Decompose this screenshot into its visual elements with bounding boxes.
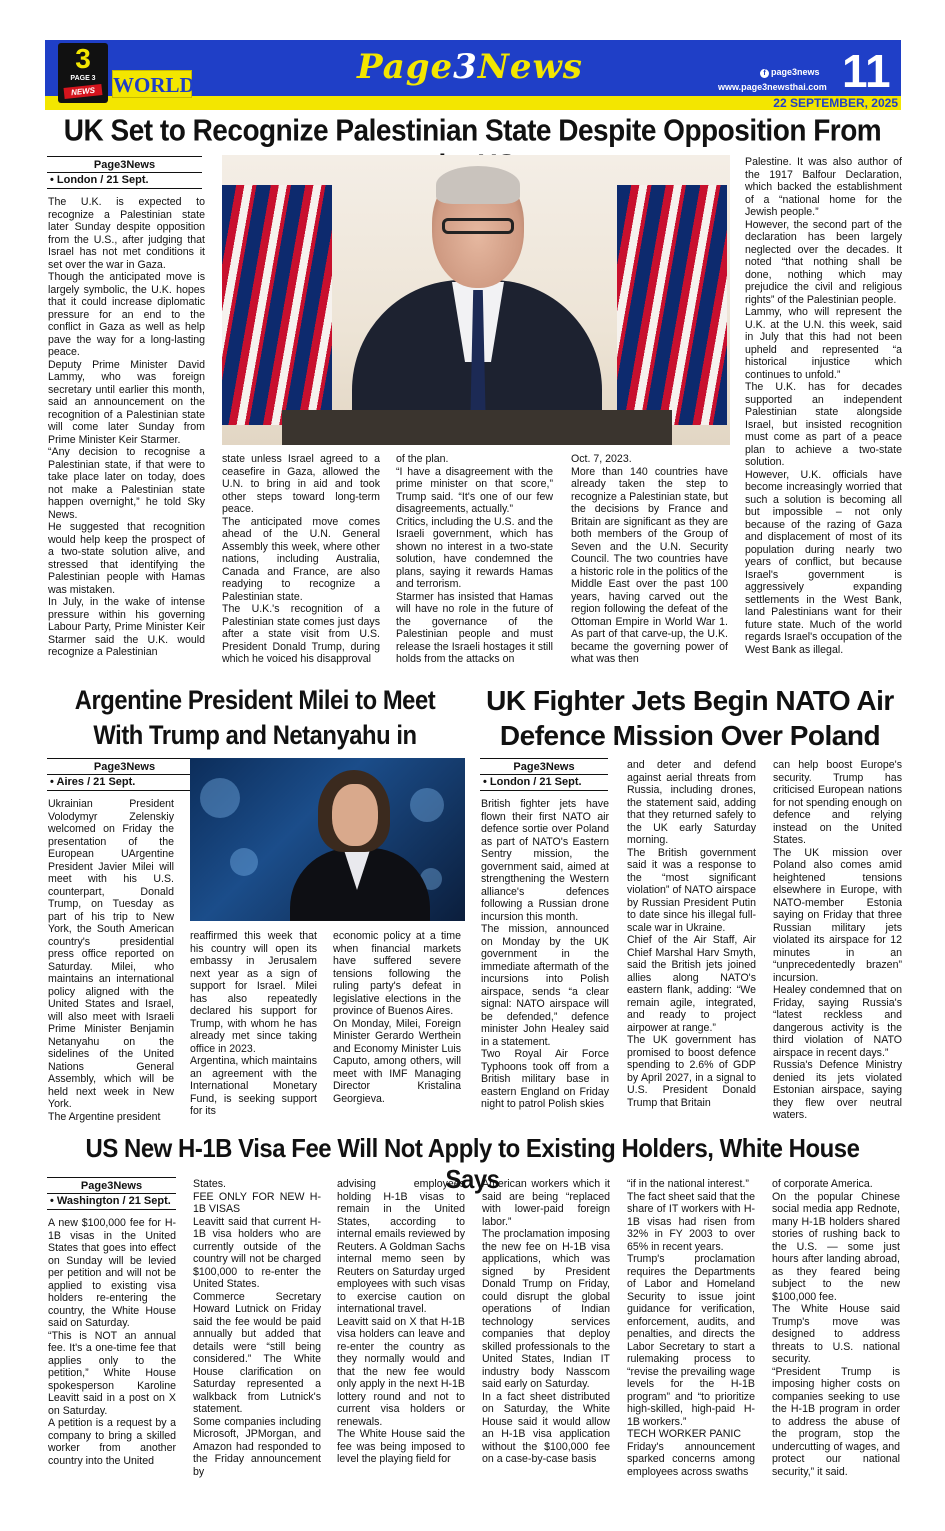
byline-source: Page3News [513, 761, 575, 773]
brand-three: 3 [453, 47, 478, 87]
union-flag-left [222, 185, 332, 425]
byline [480, 758, 608, 791]
byline-location: • Washington / 21 Sept. [47, 1193, 176, 1208]
page-number: 11 [842, 45, 891, 97]
article-column: and deter and defend against aerial threats from Russia, including drones, the statement said, adding that they returned safely to the UK early Saturday morning. The British government said it was a response to the “most significant violation” of NATO airspace by Russian President Putin to date since his illegal full-scale war in Ukraine. Chief of the Air Staff, Air Chief Marshal Harv Smyth, said the British jets joined allies along NATO's eastern flank, adding: “We remain agile, integrated, and ready to project airpower at range.” The UK government has promised to boost defence spending to 2.6% of GDP by April 2027, in a signal to U.S. President Donald Trump that Britain [627, 759, 756, 1109]
article-column: of corporate America. On the popular Chinese social media app Rednote, many H-1B holders shared stories of rushing back to the U.S. — some just hours after landing abroad, as they feared being subject to the new $100,000 fee. The White House said Trump's move was designed to address threats to U.S. national security. “President Trump is imposing higher costs on companies seeking to use the H-1B program in order to address the abuse of the program, stop the undercutting of wages, and protect our national security,” it said. [772, 1178, 900, 1478]
section-label: WORLD [112, 70, 192, 98]
article-column: Oct. 7, 2023. More than 140 countries have already taken the step to recognize a Palestinian state, but the decisions by France and Britain are significant as they are both members of the Group of Seven and the U.N. Security Council. The two countries have a historic role in the politics of the Middle East over the past 100 years, having carved out the region following the defeat of the Ottoman Empire in World War 1. As part of that carve-up, the U.K. became the governing power of what was then [571, 453, 728, 665]
website-link[interactable]: www.page3newsthai.com [718, 82, 827, 92]
byline-source: Page3News [93, 159, 156, 171]
javier-milei-photo [190, 758, 465, 921]
byline [47, 1177, 176, 1210]
social-handle[interactable] [760, 67, 820, 78]
headline-uk-fighter-jets: UK Fighter Jets Begin NATO Air Defence Mission Over Poland [486, 685, 894, 751]
article-column: American workers which it said are being “replaced with lower-paid foreign labor.” The proclamation imposing the new fee on H-1B visa applications, which was signed by President Donald Trump on Friday, could disrupt the global operations of Indian technology services companies that deploy skilled professionals to the United States, Indian IT industry body Nasscom said early on Saturday. In a fact sheet distributed on Saturday, the White House said it would allow an H-1B visa application without the $100,000 fee on a case-by-case basis [482, 1178, 610, 1465]
logo-number: 3 [75, 43, 91, 74]
article-column: Ukrainian President Volodymyr Zelenskiy welcomed on Friday the presentation of the European UArgentine President Javier Milei will meet with his U.S. counterpart, Donald Trump, on Tuesday as part of his trip to New York, the South American country's presidential press office reported on Saturday. Milei, who maintains an international policy aligned with the United States and Israel, will also meet with Israeli Prime Minister Benjamin Netanyahu on the sidelines of the United Nations General Assembly, which will be held next week in New York. The Argentine president [48, 798, 174, 1123]
headline-uk-palestine: UK Set to Recognize Palestinian State Despite Opposition From [63, 112, 882, 147]
article-column: of the plan. “I have a disagreement with the prime minister on that score,” Trump said. “It's one of our few disagreements, actually.” Critics, including the U.S. and the Israeli government, which has shown no interest in a two-state solution, have condemned the plans, saying it rewards Hamas and terrorism. Starmer has insisted that Hamas will have no role in the future of the governance of the Palestinian people and must release the Israeli hostages it still holds from the attacks on [396, 453, 553, 665]
article-column: economic policy at a time when financial markets have suffered severe tensions following the ruling party's defeat in legislative elections in the province of Buenos Aires. On Monday, Milei, Foreign Minister Gerardo Werthein and Economy Minister Luis Caputo, among others, will meet with IMF Managing Director Kristalina Georgieva. [333, 930, 461, 1105]
speaker-figure [352, 170, 602, 445]
byline [47, 156, 202, 189]
brand-title [340, 47, 600, 87]
byline [47, 758, 202, 791]
article-column: reaffirmed this week that his country will open its embassy in Jerusalem next year as a sign of support for Israel. Milei has also repeatedly declared his support for Trump, with whom he has already met since taking office in 2023. Argentina, which maintains an agreement with the International Monetary Fund, is seeking support for its [190, 930, 317, 1117]
byline-location: • London / 21 Sept. [47, 172, 202, 187]
article-column: The U.K. is expected to recognize a Palestinian state later Sunday despite opposition from the U.S., after judging that Israel has not met conditions it set over the war in Gaza. Though the anticipated move is largely symbolic, the U.K. hopes that it could increase diplomatic pressure for an end to the conflict in Gaza as well as help pave the way for a long-lasting peace. Deputy Prime Minister David Lammy, who was foreign secretary until earlier this month, said an announcement on the recognition of a Palestinian state will come later Sunday from Prime Minister Keir Starmer. “Any decision to recognise a Palestinian state, if that were to take place later on today, does not make a Palestinian state happen overnight,” he told Sky News. He suggested that recognition would help keep the prospect of a two-state solution alive, and stressed that identifying the Palestinian people with Hamas was mistaken. In July, in the wake of intense pressure within his governing Labour Party, Prime Minister Keir Starmer said the U.K. would recognize a Palestinian [48, 196, 205, 658]
milei-figure [290, 770, 430, 921]
article-column: States. FEE ONLY FOR NEW H-1B VISAS Leavitt said that current H-1B visa holders who are currently outside of the country will not be charged $100,000 to re-enter the United States. Commerce Secretary Howard Lutnick on Friday said the fee would be paid annually but added that details were “still being considered.” The White House clarification on Saturday represented a walkback from Lutnick's statement. Some companies including Microsoft, JPMorgan, and Amazon had responded to the Friday announcement by [193, 1178, 321, 1478]
article-column: can help boost Europe's security. Trump has criticised European nations for not spending enough on defence and relying instead on the United States. The UK mission over Poland also comes amid heightened tensions elsewhere in Europe, with NATO-member Estonia saying on Friday that three Russian military jets violated its airspace for 12 minutes in an “unprecedentedly brazen” incursion. Healey condemned that on Friday, saying Russia's “latest reckless and dangerous activity is the third violation of NATO airspace in recent days.” Russia's Defence Ministry denied its jets violated Estonian airspace, saying they flew over neutral waters. [773, 759, 902, 1121]
byline-location: • London / 21 Sept. [480, 774, 608, 789]
logo-sub: PAGE 3 [70, 75, 96, 82]
article-column: A new $100,000 fee for H-1B visas in the United States that goes into effect on Sunday will be levied per petition and will not be applied to existing visa holders re-entering the country, the White House said on Saturday. “This is NOT an annual fee. It's a one-time fee that applies only to the petition,” White House spokesperson Karoline Leavitt said in a post on X on Saturday. A petition is a request by a company to bring a skilled worker from another country into the United [48, 1217, 176, 1467]
social-handle-text: page3news [771, 67, 820, 77]
headline-h1b-visa: US New H-1B Visa Fee Will Not Apply to Existing Holders, White House Says [85, 1133, 860, 1194]
brand-pre: Page [357, 47, 454, 87]
logo-news-badge: NEWS [64, 84, 103, 99]
issue-date: 22 SEPTEMBER, 2025 [773, 96, 898, 110]
page3-logo [58, 43, 108, 103]
article-column: Palestine. It was also author of the 1917 Balfour Declaration, which backed the establishment of a “national home for the Jewish people.” However, the second part of the declaration has been largely neglected over the decades. It noted “that nothing shall be done, nothing which may prejudice the civil and religious rights” of the Palestinian people. Lammy, who will represent the U.K. at the U.N. this week, said in July that this had not been upheld and represented “a historical injustice which continues to unfold.” The U.K. has for decades supported an independent Palestinian state alongside Israel, but insisted recognition must come as part of a peace plan to achieve a two-state solution. However, U.K. officials have become increasingly worried that such a solution is becoming all but impossible – not only because of the razing of Gaza and displacement of most of its population during nearly two years of conflict, but because Israel's government is aggressively expanding settlements in the West Bank, land Palestinians want for their future state. Much of the world regards Israel's occupation of the West Bank as illegal. [745, 156, 902, 656]
facebook-icon: f [760, 69, 769, 78]
union-flag-right [617, 185, 727, 425]
byline-source: Page3News [93, 761, 156, 773]
byline-source: Page3News [80, 1180, 143, 1192]
article-column: “if in the national interest.” The fact sheet said that the share of IT workers with H-1B visas had risen from 32% in FY 2003 to over 65% in recent years. Trump's proclamation requires the Departments of Labor and Homeland Security to issue joint guidance for verification, enforcement, audits, and penalties, and directs the Labor Secretary to start a rulemaking process to “revise the prevailing wage levels for the H-1B program” and “to prioritize high-skilled, high-paid H-1B workers.” TECH WORKER PANIC Friday's announcement sparked concerns among employees across swaths [627, 1178, 755, 1478]
byline-location: • Aires / 21 Sept. [47, 774, 202, 789]
lectern [282, 410, 672, 445]
keir-starmer-photo [222, 155, 730, 445]
headline-milei: Argentine President Milei to Meet With Trump and Netanyahu in [74, 685, 436, 750]
brand-post: News [477, 47, 583, 87]
article-column: advising employees holding H-1B visas to remain in the United States, according to internal emails reviewed by Reuters. A Goldman Sachs internal memo seen by Reuters on Saturday urged employees with such visas to exercise caution on international travel. Leavitt said on X that H-1B visa holders can leave and re-enter the country as they normally would and that the new fee would only apply in the next H-1B lottery round and not to current visa holders or renewals. The White House said the fee was being imposed to level the playing field for [337, 1178, 465, 1465]
article-column: state unless Israel agreed to a ceasefire in Gaza, allowed the U.N. to bring in aid and took other steps toward long-term peace. The anticipated move comes ahead of the U.N. General Assembly this week, where other nations, including Australia, Canada and France, are also readying to recognize a Palestinian state. The U.K.'s recognition of a Palestinian state comes just days after a state visit from U.S. President Donald Trump, during which he voiced his disapproval [222, 453, 380, 665]
article-column: British fighter jets have flown their first NATO air defence sortie over Poland as part of NATO's Eastern Sentry mission, the government said, aimed at strengthening the Western alliance's defences following a Russian drone incursion this month. The mission, announced on Monday by the UK government in the immediate aftermath of the incursions into Polish airspace, sends “a clear signal: NATO airspace will be defended,” defence minister John Healey said in a statement. Two Royal Air Force Typhoons took off from a British military base in eastern England on Friday night to patrol Polish skies [481, 798, 609, 1110]
